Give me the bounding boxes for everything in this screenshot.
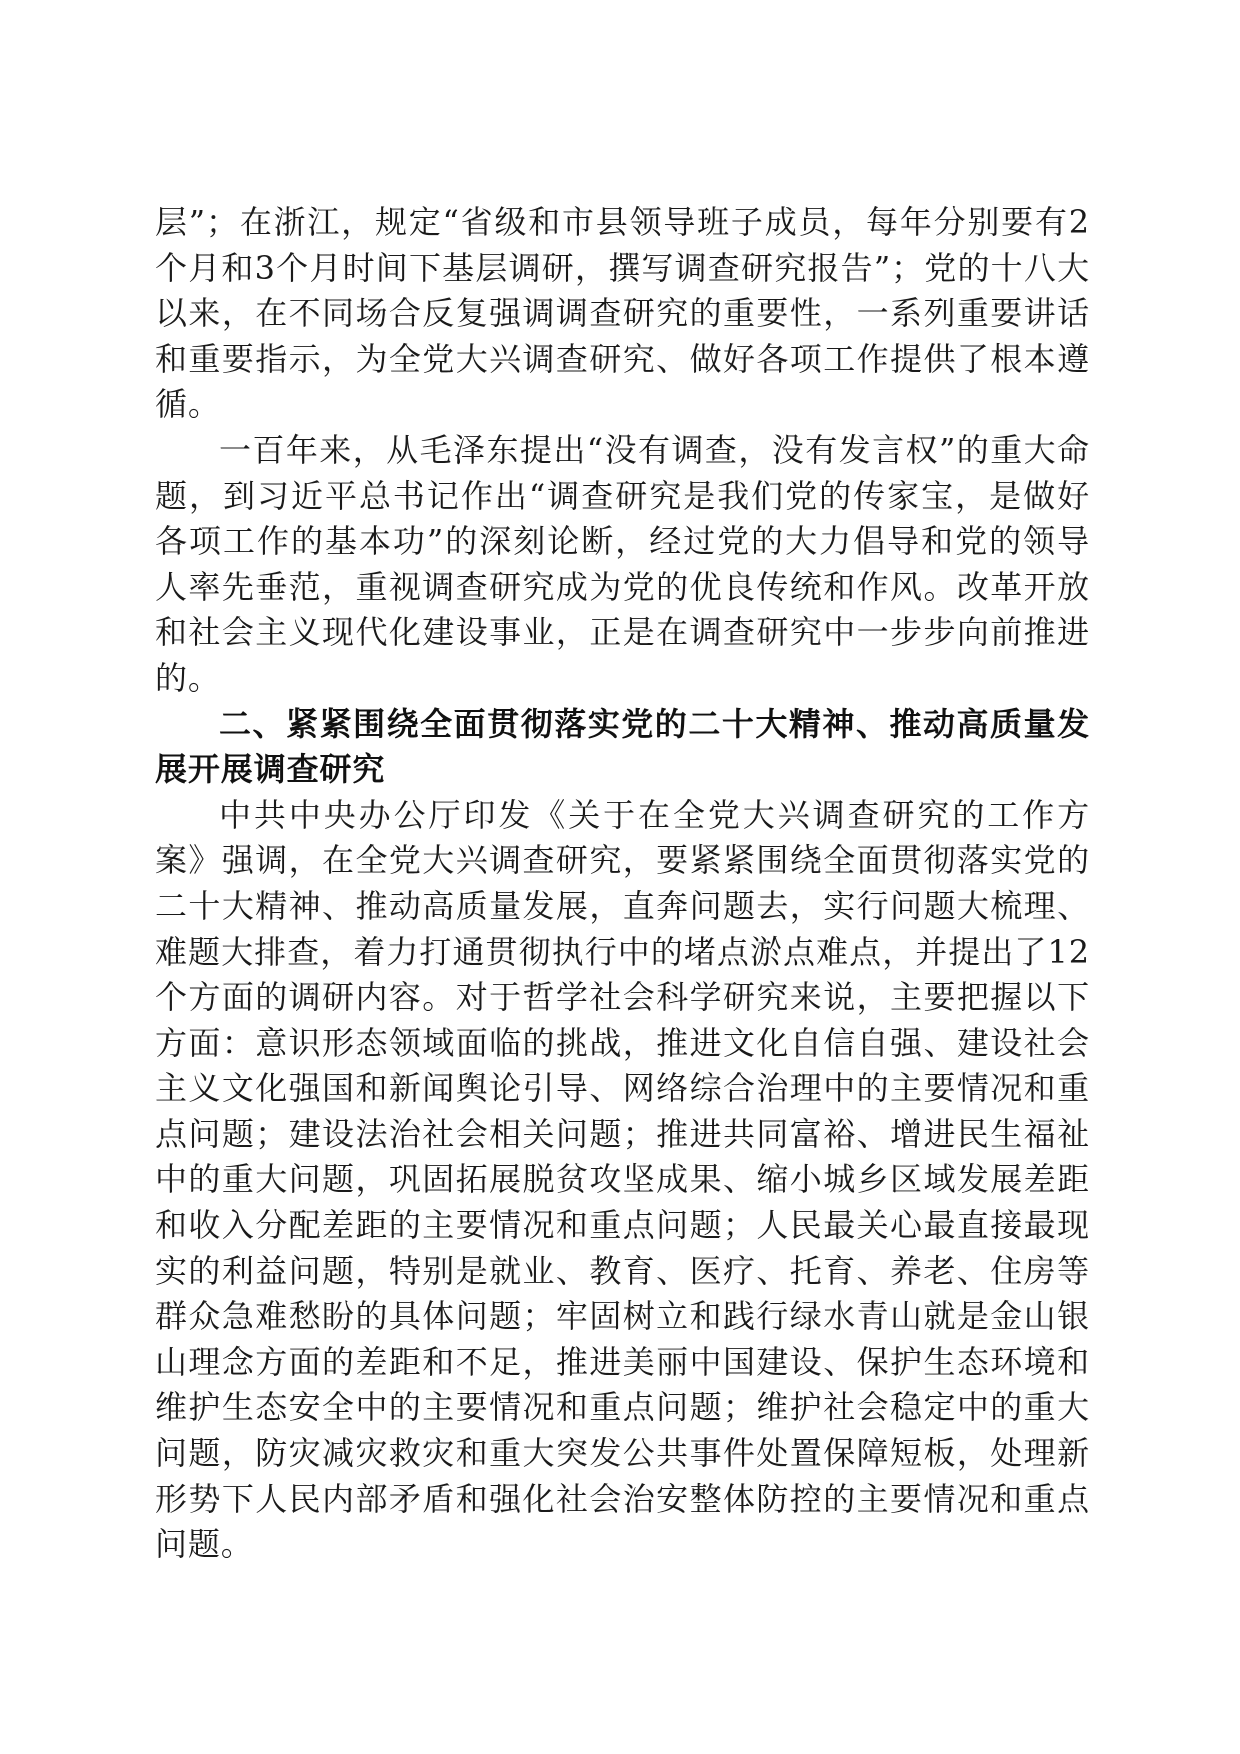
paragraph-history: 一百年来，从毛泽东提出“没有调查，没有发言权”的重大命题，到习近平总书记作出“调查研究是我们党的传家宝，是做好各项工作的基本功”的深刻论断，经过党的大力倡导和党的领导人率先垂范，重视调查研究成为党的优良传统和作风。改革开放和社会主义现代化建设事业，正是在调查研究中一步步向前推进的。 xyxy=(155,430,1090,697)
document-body xyxy=(155,200,1090,1568)
paragraph-work-plan: 中共中央办公厅印发《关于在全党大兴调查研究的工作方案》强调，在全党大兴调查研究，要紧紧围绕全面贯彻落实党的二十大精神、推动高质量发展，直奔问题去，实行问题大梳理、难题大排查，着力打通贯彻执行中的堵点淤点难点，并提出了12个方面的调研内容。对于哲学社会科学研究来说，主要把握以下方面：意识形态领域面临的挑战，推进文化自信自强、建设社会主义文化强国和新闻舆论引导、网络综合治理中的主要情况和重点问题；建设法治社会相关问题；推进共同富裕、增进民生福祉中的重大问题，巩固拓展脱贫攻坚成果、缩小城乡区域发展差距和收入分配差距的主要情况和重点问题；人民最关心最直接最现实的利益问题，特别是就业、教育、医疗、托育、养老、住房等群众急难愁盼的具体问题；牢固树立和践行绿水青山就是金山银山理念方面的差距和不足，推进美丽中国建设、保护生态环境和维护生态安全中的主要情况和重点问题；维护社会稳定中的重大问题，防灾减灾救灾和重大突发公共事件处置保障短板，处理新形势下人民内部矛盾和强化社会治安整体防控的主要情况和重点问题。 xyxy=(155,795,1090,1564)
section-heading: 二、紧紧围绕全面贯彻落实党的二十大精神、推动高质量发展开展调查研究 xyxy=(155,704,1090,789)
paragraph-continued: 层”；在浙江，规定“省级和市县领导班子成员，每年分别要有2个月和3个月时间下基层调研，撰写调查研究报告”；党的十八大以来，在不同场合反复强调调查研究的重要性，一系列重要讲话和重要指示，为全党大兴调查研究、做好各项工作提供了根本遵循。 xyxy=(155,203,1090,424)
